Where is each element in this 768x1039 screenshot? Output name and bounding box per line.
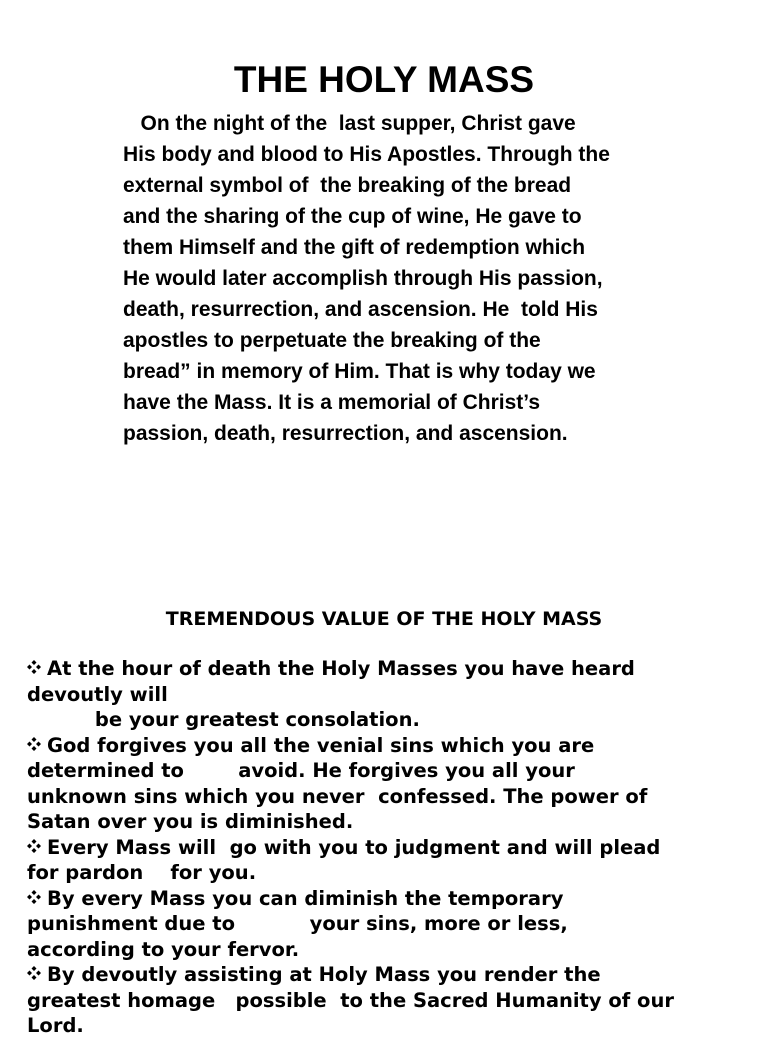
bullet-first-line (27, 733, 762, 759)
bullet-text: Every Mass will go with you to judgment and will plead (47, 835, 661, 859)
bullet-item (27, 656, 762, 733)
intro-line: passion, death, resurrection, and ascension. (123, 422, 568, 445)
four-diamond-bullet-icon (27, 737, 41, 751)
bullet-line: punishment due to your sins, more or less, (27, 912, 568, 935)
four-diamond-bullet-icon (27, 890, 41, 904)
bullet-text: By devoutly assisting at Holy Mass you render the (47, 963, 601, 986)
bullet-line: devoutly will (27, 682, 168, 706)
bullet-first-line (27, 835, 762, 861)
bullet-line: determined to avoid. He forgives you all your (27, 759, 575, 782)
bullet-line: for pardon for you. (27, 861, 257, 884)
bullet-list (27, 656, 762, 1039)
bullet-line: be your greatest consolation. (27, 708, 420, 731)
bullet-line: Lord. (27, 1014, 84, 1037)
four-diamond-bullet-icon (27, 839, 41, 853)
bullet-item (27, 733, 762, 835)
intro-line: bread” in memory of Him. That is why today we (123, 360, 596, 383)
bullet-text: God forgives you all the venial sins which you are (47, 733, 595, 757)
bullet-first-line (27, 886, 762, 912)
intro-line: death, resurrection, and ascension. He told His (123, 298, 598, 321)
bullet-line: Satan over you is diminished. (27, 810, 354, 833)
intro-paragraph (123, 108, 683, 449)
intro-line: external symbol of the breaking of the bread (123, 174, 572, 197)
four-diamond-bullet-icon (27, 660, 41, 674)
intro-line: apostles to perpetuate the breaking of the (123, 329, 541, 352)
bullet-first-line (27, 962, 762, 988)
section-heading: TREMENDOUS VALUE OF THE HOLY MASS (165, 608, 603, 630)
four-diamond-bullet-icon (27, 966, 41, 980)
bullet-text: By every Mass you can diminish the temporary (47, 886, 564, 910)
bullet-item (27, 962, 762, 1039)
page-title: THE HOLY MASS (233, 59, 535, 100)
intro-line: He would later accomplish through His passion, (123, 267, 603, 290)
intro-line: them Himself and the gift of redemption which (123, 236, 586, 259)
bullet-item (27, 886, 762, 963)
bullet-text: At the hour of death the Holy Masses you have heard (47, 657, 635, 680)
bullet-item (27, 835, 762, 886)
intro-line: have the Mass. It is a memorial of Christ’s (123, 391, 541, 414)
bullet-line: greatest homage possible to the Sacred Humanity of our (27, 988, 674, 1012)
bullet-line: according to your fervor. (27, 937, 300, 961)
intro-line: His body and blood to His Apostles. Through the (123, 143, 610, 166)
bullet-first-line (27, 656, 762, 682)
intro-line: and the sharing of the cup of wine, He gave to (123, 205, 582, 228)
bullet-line: unknown sins which you never confessed. The power of (27, 784, 648, 808)
intro-line: On the night of the last supper, Christ gave (123, 112, 576, 135)
